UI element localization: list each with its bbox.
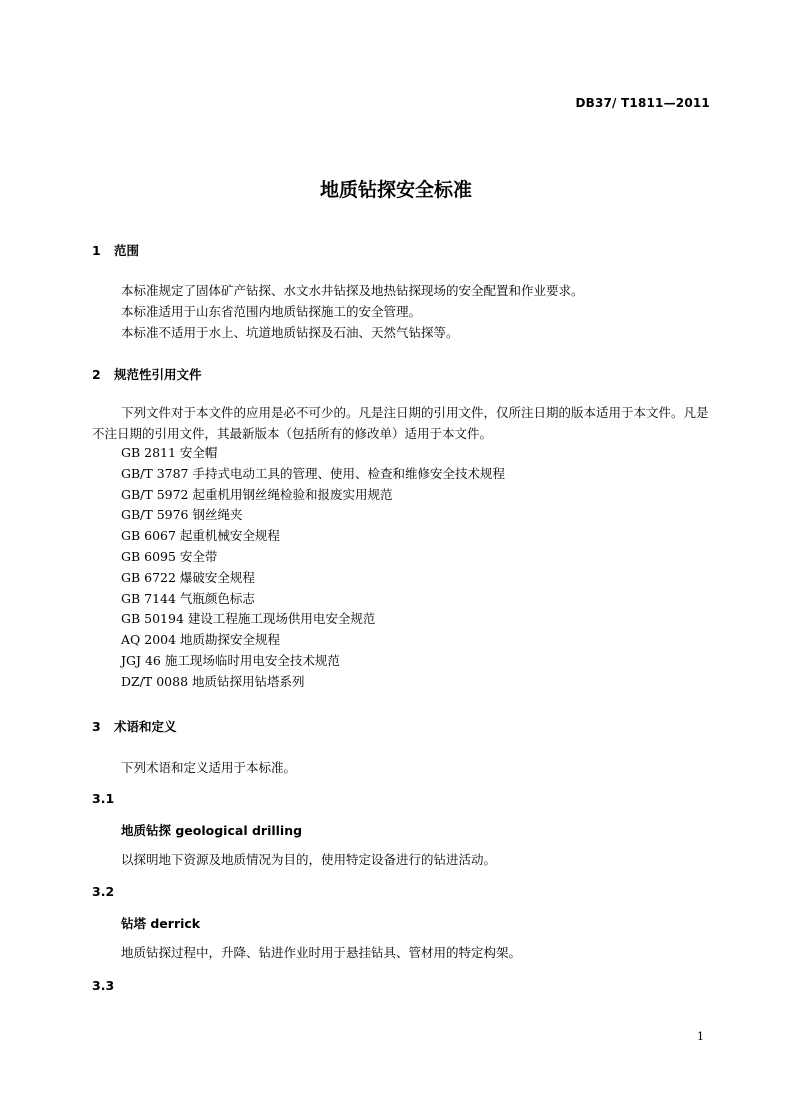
clause-number: 3.1 [92,791,115,806]
clause-number: 3.3 [92,978,115,993]
reference-item: AQ 2004 地质勘探安全规程 [121,632,281,648]
reference-list [121,443,505,693]
page-number: 1 [697,1030,704,1043]
paragraph: 下列术语和定义适用于本标准。 [121,760,297,775]
paragraph: 本标准适用于山东省范围内地质钻探施工的安全管理。 [121,304,422,319]
document-title: 地质钻探安全标准 [319,179,472,201]
reference-item: GB/T 5976 钢丝绳夹 [121,507,243,523]
reference-item: GB 50194 建设工程施工现场供用电安全规范 [121,611,376,627]
section-2-heading [92,365,202,383]
reference-item: GB 6095 安全带 [121,548,218,564]
reference-item: DZ/T 0088 地质钻探用钻塔系列 [121,673,305,689]
section-title: 术语和定义 [114,719,177,734]
reference-item: GB 6722 爆破安全规程 [121,569,255,585]
section-3-heading [92,717,177,735]
reference-item: GB 2811 安全帽 [121,445,218,460]
clause-number: 3.2 [92,884,115,899]
reference-item: GB/T 5972 起重机用钢丝绳检验和报废实用规范 [121,486,393,502]
reference-item: JGJ 46 施工现场临时用电安全技术规范 [121,652,340,668]
paragraph: 本标准规定了固体矿产钻探、水文水井钻探及地热钻探现场的安全配置和作业要求。 [121,283,584,298]
reference-item: GB 6067 起重机械安全规程 [121,528,280,544]
section-number: 3 [92,719,101,734]
document-code: DB37/ T1811—2011 [575,96,710,110]
term-heading: 地质钻探 geological drilling [121,823,303,838]
paragraph: 本标准不适用于水上、坑道地质钻探及石油、天然气钻探等。 [121,325,459,340]
section-number: 1 [92,243,101,258]
reference-item: GB/T 3787 手持式电动工具的管理、使用、检查和维修安全技术规程 [121,465,505,481]
term-definition: 地质钻探过程中，升降、钻进作业时用于悬挂钻具、管材用的特定构架。 [121,945,522,960]
paragraph: 下列文件对于本文件的应用是必不可少的。凡是注日期的引用文件，仅所注日期的版本适用于本文件。凡是不注日期的引用文件，其最新版本（包括所有的修改单）适用于本文件。 [92,405,709,441]
section-number: 2 [92,367,101,382]
term-heading: 钻塔 derrick [121,916,201,931]
reference-item: GB 7144 气瓶颜色标志 [121,590,255,606]
term-definition: 以探明地下资源及地质情况为目的，使用特定设备进行的钻进活动。 [121,852,497,867]
section-title: 范围 [114,243,140,258]
section-1-heading [92,241,139,259]
section-title: 规范性引用文件 [114,367,202,382]
